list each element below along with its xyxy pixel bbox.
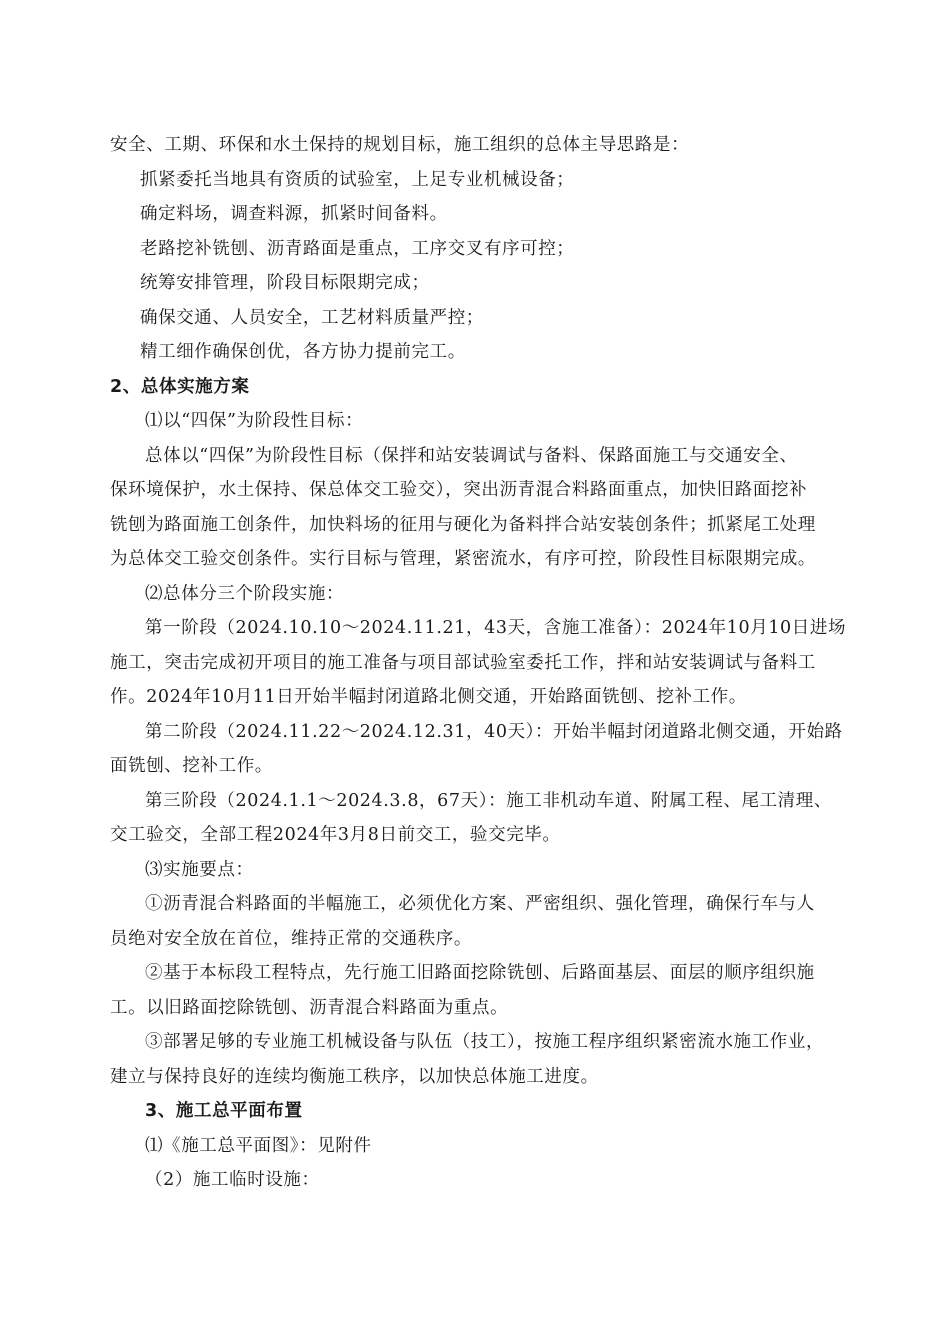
body-text-line: 作。2024年10月11日开始半幅封闭道路北侧交通，开始路面铣刨、挖补工作。 xyxy=(110,687,747,707)
body-text-line: 铣刨为路面施工创条件，加快料场的征用与硬化为备料拌合站安装创条件；抓紧尾工处理 xyxy=(110,514,816,535)
body-text-line: 总体以“四保”为阶段性目标（保拌和站安装调试与备料、保路面施工与交通安全、 xyxy=(145,445,798,466)
guideline-item: 统筹安排管理，阶段目标限期完成； xyxy=(140,273,430,293)
guideline-item: 确定料场，调查料源，抓紧时间备料。 xyxy=(140,204,448,224)
body-text-line: ②基于本标段工程特点，先行施工旧路面挖除铣刨、后路面基层、面层的顺序组织施 xyxy=(145,963,815,983)
subsection-title: ⑴《施工总平面图》：见附件 xyxy=(145,1135,372,1156)
body-text-line: 第三阶段（2024.1.1～2024.3.8，67天）：施工非机动车道、附属工程、尾工清理、 xyxy=(145,790,832,811)
body-text-line: ①沥青混合料路面的半幅施工，必须优化方案、严密组织、强化管理，确保行车与人 xyxy=(145,894,815,914)
section-heading: 3、施工总平面布置 xyxy=(145,1101,303,1121)
body-text-line: 第二阶段（2024.11.22～2024.12.31，40天）：开始半幅封闭道路北侧交通，开始路 xyxy=(145,721,843,742)
guideline-item: 精工细作确保创优，各方协力提前完工。 xyxy=(140,342,466,362)
subsection-title: （2）施工临时设施： xyxy=(145,1170,320,1190)
subsection-title: ⑵总体分三个阶段实施： xyxy=(145,583,345,604)
body-text-line: 第一阶段（2024.10.10～2024.11.21，43天，含施工准备）：2024年10月10日进场 xyxy=(145,618,847,638)
body-text-line: ③部署足够的专业施工机械设备与队伍（技工），按施工程序组织紧密流水施工作业， xyxy=(145,1032,825,1052)
subsection-title: ⑴以“四保”为阶段性目标： xyxy=(145,411,364,431)
body-text-line: 面铣刨、挖补工作。 xyxy=(110,756,273,776)
guideline-item: 老路挖补铣刨、沥青路面是重点，工序交叉有序可控； xyxy=(140,238,575,259)
section-heading: 2、总体实施方案 xyxy=(110,376,250,397)
body-text-line: 施工，突击完成初开项目的施工准备与项目部试验室委托工作，拌和站安装调试与备料工 xyxy=(110,652,816,673)
subsection-title: ⑶实施要点： xyxy=(145,859,254,880)
body-text-line: 交工验交，全部工程2024年3月8日前交工，验交完毕。 xyxy=(110,825,561,845)
guideline-item: 抓紧委托当地具有资质的试验室，上足专业机械设备； xyxy=(140,169,575,190)
guideline-item: 确保交通、人员安全，工艺材料质量严控； xyxy=(140,307,484,328)
body-text-line: 工。以旧路面挖除铣刨、沥青混合料路面为重点。 xyxy=(110,997,509,1018)
document-page xyxy=(110,128,855,1198)
body-text-line: 保环境保护，水土保持、保总体交工验交），突出沥青混合料路面重点，加快旧路面挖补 xyxy=(110,480,808,500)
body-text-line: 员绝对安全放在首位，维持正常的交通秩序。 xyxy=(110,928,472,949)
body-text-line: 安全、工期、环保和水土保持的规划目标，施工组织的总体主导思路是： xyxy=(110,135,690,155)
body-text-line: 建立与保持良好的连续均衡施工秩序，以加快总体施工进度。 xyxy=(110,1066,599,1087)
body-text-line: 为总体交工验交创条件。实行目标与管理，紧密流水，有序可控，阶段性目标限期完成。 xyxy=(110,549,816,569)
